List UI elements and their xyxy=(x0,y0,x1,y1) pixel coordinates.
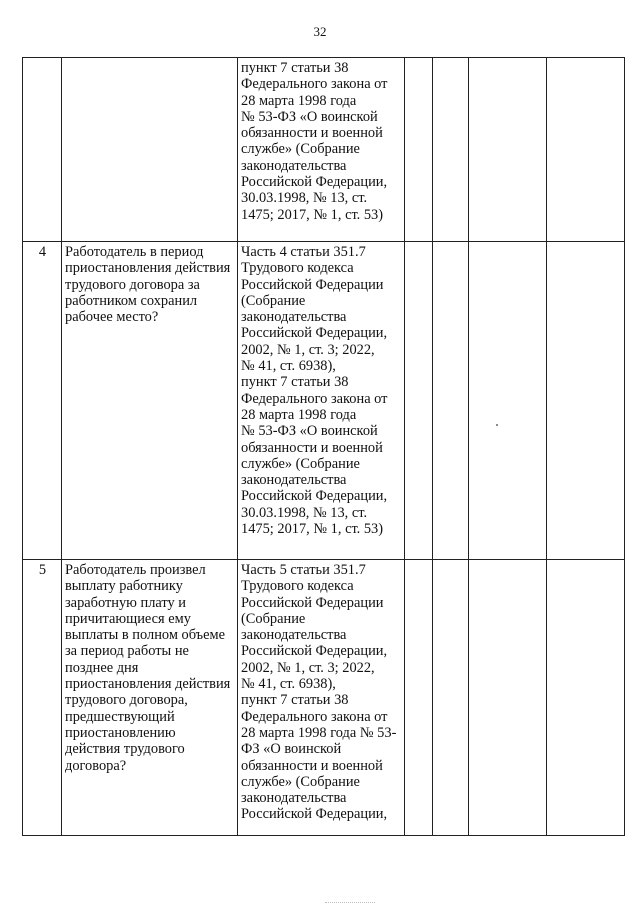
note-cell xyxy=(547,560,625,836)
requirement-line: выплату работнику xyxy=(65,578,183,595)
legal-reference-line: Российской Федерации, xyxy=(241,488,388,505)
row-number-cell xyxy=(23,560,62,836)
legal-reference-line: 1475; 2017, № 1, ст. 53) xyxy=(241,521,384,538)
legal-reference-line: законодательства xyxy=(241,627,347,644)
legal-reference-line: № 41, ст. 6938), xyxy=(241,676,336,693)
table-row xyxy=(23,242,625,560)
legal-reference-cell xyxy=(238,560,405,836)
legal-reference-line: (Собрание xyxy=(241,610,306,627)
legal-reference-line: Российской Федерации xyxy=(241,594,384,611)
note-cell xyxy=(547,242,625,560)
answer-no-cell xyxy=(433,560,469,836)
legal-reference-line: Федерального закона от xyxy=(241,76,388,93)
legal-reference-cell xyxy=(238,242,405,560)
requirement-line: договора? xyxy=(65,757,127,774)
requirement-line: приостановлению xyxy=(65,724,176,741)
legal-reference-line: № 53-ФЗ «О воинской xyxy=(241,108,378,125)
requirement-line: рабочее место? xyxy=(65,309,159,326)
requirement-line: работником сохранил xyxy=(65,292,198,309)
requirement-cell xyxy=(62,58,238,242)
answer-na-cell xyxy=(469,560,547,836)
requirement-line: трудового договора, xyxy=(65,692,188,709)
legal-reference-line: 28 марта 1998 года № 53- xyxy=(241,724,397,741)
legal-reference-line: № 53-ФЗ «О воинской xyxy=(241,423,378,440)
requirement-line: Работодатель произвел xyxy=(65,562,206,578)
table-body xyxy=(23,58,625,836)
legal-reference-line: законодательства xyxy=(241,157,347,174)
legal-reference-line: службе» (Собрание xyxy=(241,141,360,158)
requirement-line: причитающиеся ему xyxy=(65,610,191,627)
answer-yes-cell xyxy=(405,242,433,560)
legal-reference-line: Российской Федерации, xyxy=(241,325,388,342)
requirement-line: выплаты в полном объеме xyxy=(65,627,226,644)
legal-reference-line: Трудового кодекса xyxy=(241,578,354,595)
requirement-line: предшествующий xyxy=(65,708,175,725)
legal-reference-line: Федерального закона от xyxy=(241,390,388,407)
row-number: 5 xyxy=(38,562,47,578)
legal-reference-line: Российской Федерации, xyxy=(241,806,388,823)
legal-reference-line: Федерального закона от xyxy=(241,708,388,725)
answer-yes-cell xyxy=(405,58,433,242)
legal-reference-line: обязанности и военной xyxy=(241,757,383,774)
legal-reference-line: 28 марта 1998 года xyxy=(241,406,357,423)
legal-reference-line: (Собрание xyxy=(241,292,306,309)
row-number-cell xyxy=(23,58,62,242)
table-row xyxy=(23,58,625,242)
note-cell xyxy=(547,58,625,242)
requirement-cell xyxy=(62,560,238,836)
requirement-line: за период работы не xyxy=(65,643,189,660)
legal-reference-line: Российской Федерации, xyxy=(241,643,388,660)
legal-reference-line: службе» (Собрание xyxy=(241,455,360,472)
legal-reference-line: Трудового кодекса xyxy=(241,260,354,277)
legal-reference-line: Часть 4 статьи 351.7 xyxy=(241,244,366,260)
legal-reference-line: № 41, ст. 6938), xyxy=(241,358,336,375)
legal-reference-line: пункт 7 статьи 38 xyxy=(241,374,349,391)
legal-reference-line: пункт 7 статьи 38 xyxy=(241,60,349,76)
legal-reference-line: Российской Федерации, xyxy=(241,174,388,191)
legal-reference-line: пункт 7 статьи 38 xyxy=(241,692,349,709)
page-number: 32 xyxy=(313,24,327,39)
legal-reference-line: обязанности и военной xyxy=(241,439,383,456)
legal-reference-line: Российской Федерации xyxy=(241,276,384,293)
answer-no-cell xyxy=(433,58,469,242)
legal-reference-line: законодательства xyxy=(241,472,347,489)
answer-no-cell xyxy=(433,242,469,560)
requirement-line: приостановления действия xyxy=(65,260,231,277)
legal-reference-cell xyxy=(238,58,405,242)
requirement-line: позднее дня xyxy=(65,659,139,676)
table-row xyxy=(23,560,625,836)
legal-reference-line: 2002, № 1, ст. 3; 2022, xyxy=(241,659,375,676)
legal-reference-line: 1475; 2017, № 1, ст. 53) xyxy=(241,206,384,223)
requirement-line: заработную плату и xyxy=(65,594,187,611)
legal-reference-line: законодательства xyxy=(241,309,347,326)
legal-reference-line: Часть 5 статьи 351.7 xyxy=(241,562,366,578)
answer-na-cell xyxy=(469,58,547,242)
requirement-line: Работодатель в период xyxy=(65,244,204,260)
scan-speck xyxy=(496,424,498,426)
legal-reference-line: 2002, № 1, ст. 3; 2022, xyxy=(241,341,375,358)
requirement-line: действия трудового xyxy=(65,741,185,758)
requirements-table xyxy=(22,57,625,836)
requirement-cell xyxy=(62,242,238,560)
legal-reference-line: 30.03.1998, № 13, ст. xyxy=(241,190,368,207)
legal-reference-line: обязанности и военной xyxy=(241,125,383,142)
row-number-cell xyxy=(23,242,62,560)
legal-reference-line: 30.03.1998, № 13, ст. xyxy=(241,504,368,521)
requirement-line: трудового договора за xyxy=(65,276,200,293)
answer-yes-cell xyxy=(405,560,433,836)
legal-reference-line: 28 марта 1998 года xyxy=(241,92,357,109)
legal-reference-line: службе» (Собрание xyxy=(241,773,360,790)
answer-na-cell xyxy=(469,242,547,560)
legal-reference-line: законодательства xyxy=(241,790,347,807)
legal-reference-line: ФЗ «О воинской xyxy=(241,741,342,758)
scan-mark xyxy=(325,902,375,904)
row-number: 4 xyxy=(38,244,47,260)
requirement-line: приостановления действия xyxy=(65,676,231,693)
